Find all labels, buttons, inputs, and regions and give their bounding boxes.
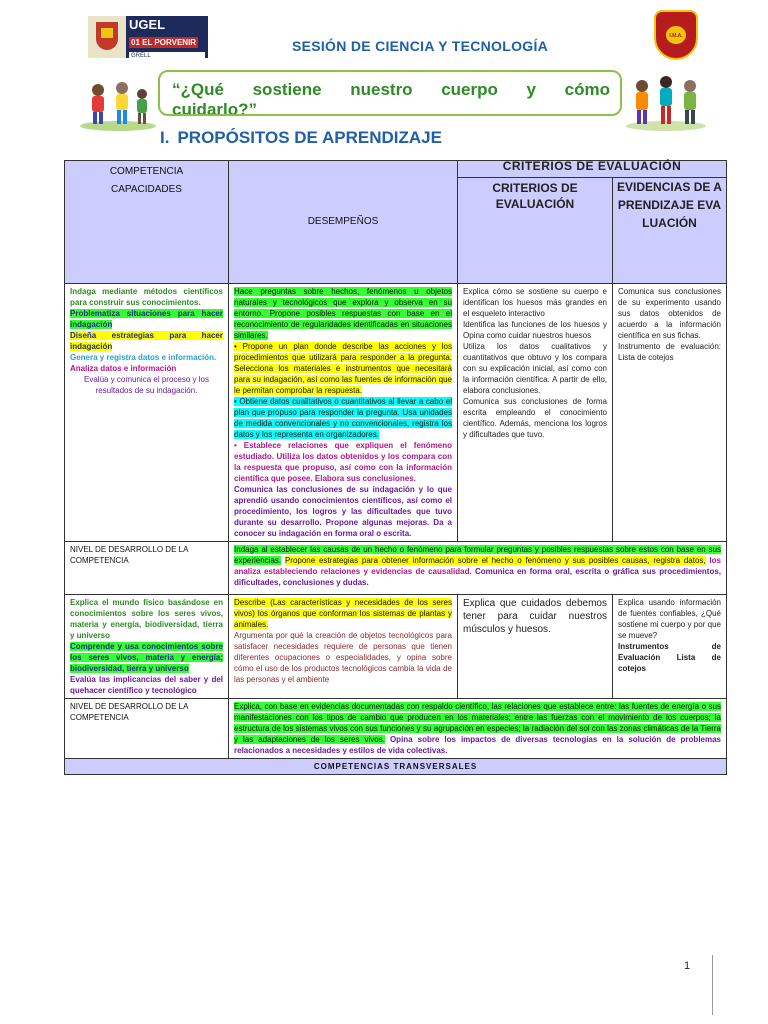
header-evidencias: EVIDENCIAS DE APRENDIZAJE EVALUACIÓN	[617, 180, 722, 231]
ugel-logo-unit: 01 EL PORVENIR	[131, 38, 197, 47]
page-number: 1	[684, 960, 691, 972]
session-title: SESIÓN DE CIENCIA Y TECNOLOGÍA	[291, 38, 549, 54]
session-question-line1: “¿Qué sostiene nuestro cuerpo y cómo	[172, 80, 610, 99]
row1-capacidad-4: Analiza datos e información	[70, 364, 177, 373]
row2-competencia: Explica el mundo físico basándose en conocimientos sobre los seres vivos, materia y energía, biodiversidad, tierra y universo	[70, 598, 223, 640]
header-desempenos-cell	[229, 161, 458, 284]
ugel-logo-name: UGEL	[129, 17, 166, 32]
transversal-competencies-heading: COMPETENCIAS TRANSVERSALES	[65, 759, 727, 775]
row2-evidencia-2: Instrumentos de Evaluación Lista de cotejos	[618, 642, 721, 673]
children-playing-illustration	[78, 76, 158, 132]
row1-competencia: Indaga mediante métodos científicos para construir sus conocimientos.	[70, 287, 223, 307]
row1-capacidad-2: Diseña estrategias para hacer indagación	[70, 331, 223, 351]
row1-competencia-cell	[65, 284, 229, 542]
nivel2-text-2: Opina sobre los impactos de diversas tecnologías en la solución de problemas relacionados a necesidades y estilos de vida colectivas.	[234, 735, 722, 755]
ugel-crest-icon	[88, 16, 126, 58]
row1-desempeno-5: Comunica las conclusiones de su indagación y lo que aprendió usando conocimientos científicos, así como el procedimiento, los logros y las dificultades que tuvo durante su desarrollo. Propone algunas mejoras. Da a conocer su indagación en forma oral o escrita.	[234, 485, 452, 538]
header-competencia: COMPETENCIA	[109, 166, 184, 177]
header-criterios-cell	[458, 178, 613, 284]
nivel1-label: NIVEL DE DESARROLLO DE LA COMPETENCIA	[65, 542, 229, 595]
header-desempenos: DESEMPEÑOS	[307, 216, 379, 227]
header-criterios-top-cell	[458, 161, 727, 178]
row1-capacidad-1: Problematiza situaciones para hacer indagación	[70, 309, 223, 329]
row2-desempeno-2: Argumenta por qué la creación de objetos tecnológicos para satisfacer necesidades requiere de personas que tienen diferentes ocupaciones o especialidades, y opina sobre cómo el uso de los productos tecnológicos cambia la vida de las personas y el ambiente	[234, 631, 452, 684]
section-heading	[160, 128, 442, 148]
nivel2-text-1: Explica, con base en evidencias documentadas con respaldo científico, las relaciones que establece entre: las fuentes de energía o sus manifestaciones con los tipos de cambio que producen en los materiales; entre las fuerzas con el movimiento de los cuerpos; la estructura de los sistemas vivos con sus funciones y su agrupación en especies; la radiación del sol con las zonas climáticas de la Tierra y las adaptaciones de los seres vivos.	[234, 702, 721, 744]
row1-capacidad-5: Evalúa y comunica el proceso y los resultados de su indagación	[84, 375, 209, 395]
section-number: I.	[160, 128, 170, 147]
nivel1-text-1: Indaga al establecer las causas de un hecho o fenómeno para formular preguntas y posibles respuestas sobre estos con base en sus experiencias.	[234, 545, 721, 565]
ugel-logo	[88, 16, 208, 58]
session-question-line2: cuidarlo?”	[172, 100, 258, 116]
session-question-box	[158, 70, 622, 116]
header-criterios: CRITERIOS DE EVALUACIÓN	[492, 181, 578, 212]
header-competencia-capacidades	[65, 161, 229, 284]
school-crest-icon	[654, 10, 698, 60]
row2-criterios: Explica que cuidados debemos tener para cuidar nuestros músculos y huesos.	[458, 595, 613, 699]
row1-desempeno-4: • Establece relaciones que expliquen el fenómeno estudiado. Utiliza los datos obtenidos y los compara con la respuesta que propuso, así como con la información científica que posee. Elabora sus conclusiones.	[234, 441, 452, 483]
row2-capacidad-1: Comprende y usa conocimientos sobre los seres vivos, materia y energía; biodiversidad, tierra y universo	[70, 642, 223, 673]
learning-purposes-table	[64, 160, 727, 775]
row2-desempenos-cell	[229, 595, 458, 699]
children-group-illustration	[624, 70, 708, 132]
row1-capacidad-5-end: .	[195, 386, 198, 395]
page-margin-line	[712, 955, 713, 1015]
row1-desempenos-cell	[229, 284, 458, 542]
row1-evidencias: Comunica sus conclusiones de su experimento usando sus datos obtenidos de acuerdo a la información científica en sus fichas. Instrumento de evaluación: Lista de cotejos	[613, 284, 727, 542]
row1-desempeno-2: • Propone un plan donde describe las acciones y los procedimientos que utilizará para responder a la pregunta. Selecciona los materiales e instrumentos que necesitará para su indagación, así como las fuentes de información que le permitan comprobar la respuesta.	[234, 342, 452, 395]
school-crest-label: I.M.A.	[669, 33, 683, 39]
row1-desempeno-3: • Obtiene datos cualitativos o cuantitativos al llevar a cabo el plan que propuso para responder la pregunta. Usa unidades de medida convencionales y no convencionales, registra los datos y los representa en organizadores.	[234, 397, 452, 439]
header-evidencias-cell	[613, 178, 727, 284]
header-criterios-top: CRITERIOS DE EVALUACIÓN	[502, 159, 682, 173]
row2-capacidad-2: Evalúa las implicancias del saber y del quehacer científico y tecnológico	[70, 675, 223, 695]
row1-criterios: Explica cómo se sostiene su cuerpo e identifican los huesos más grandes en el esqueleto interactivo Identifica las funciones de los huesos y Opina como cuidar nuestros huesos Utiliza los datos cualitativos y cuantitativos que obtuvo y los compara con su explicación inicial, así como con la información científica. A partir de ello, elabora conclusiones. Comunica sus conclusiones de forma escrita empleando el conocimiento científico. Además, menciona los logros y dificultades que tuvo.	[458, 284, 613, 542]
ugel-logo-grell: GRELL	[129, 52, 205, 60]
row2-evidencias-cell	[613, 595, 727, 699]
nivel2-text-cell	[229, 699, 727, 759]
row2-competencia-cell	[65, 595, 229, 699]
nivel1-text-3: los analiza estableciendo relaciones y evidencias de causalidad.	[234, 556, 721, 576]
row1-desempeno-1: Hace preguntas sobre hechos, fenómenos u objetos naturales y tecnológicos que explora y observa en su entorno. Propone posibles respuestas con base en el reconocimiento de regularidades identificadas en situaciones similares.	[234, 287, 452, 340]
row2-desempeno-1: Describe (Las características y necesidades de los seres vivos) los órganos que conforman los sistemas de plantas y animales.	[234, 598, 452, 629]
nivel1-text-2: Propone estrategias para obtener información sobre el hecho o fenómeno y sus posibles causas, registra datos,	[284, 556, 706, 565]
nivel1-text-4: Comunica en forma oral, escrita o gráfica sus procedimientos, dificultades, conclusiones y dudas.	[234, 567, 722, 587]
nivel2-label: NIVEL DE DESARROLLO DE LA COMPETENCIA	[65, 699, 229, 759]
row2-evidencia-1: Explica usando información de fuentes confiables, ¿Qué sostiene mi cuerpo y por que se mueve?	[618, 598, 721, 640]
row1-capacidad-3: Genera y registra datos e información.	[70, 353, 217, 362]
nivel1-text-cell	[229, 542, 727, 595]
header-capacidades: CAPACIDADES	[111, 184, 182, 195]
section-title: PROPÓSITOS DE APRENDIZAJE	[177, 128, 442, 147]
